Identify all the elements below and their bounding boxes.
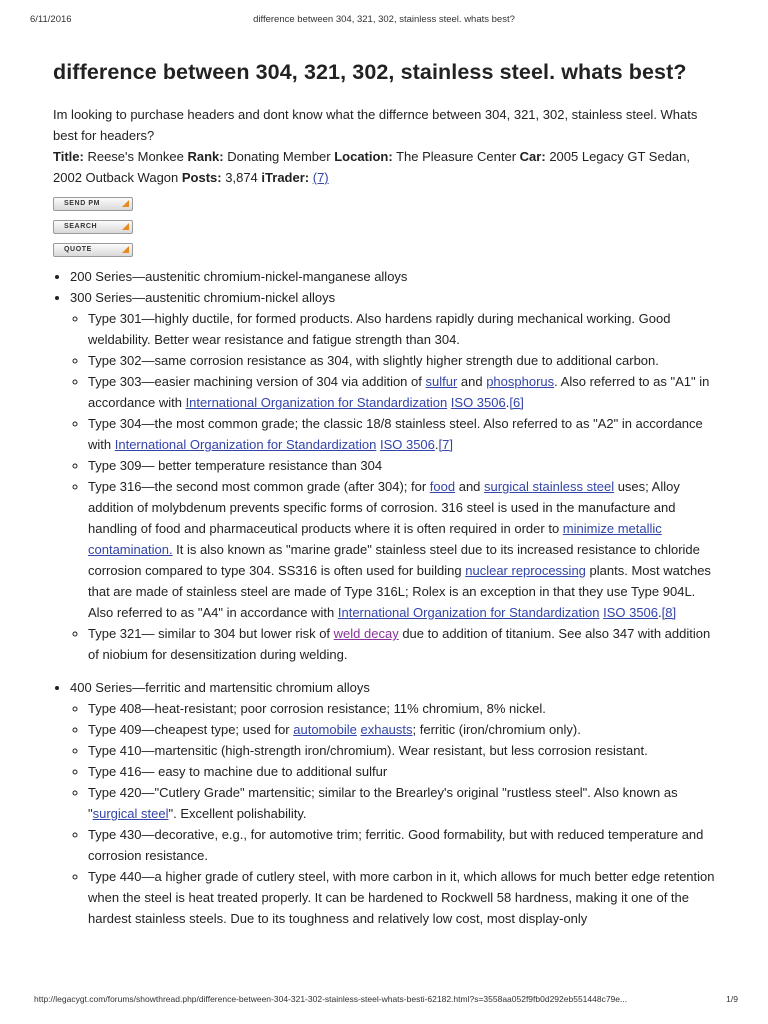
type-302: Type 302—same corrosion resistance as 304, with slightly higher strength due to additional carbon.	[88, 353, 659, 368]
iso-3506-link[interactable]: ISO 3506	[603, 605, 659, 620]
exhausts-link[interactable]: exhausts	[360, 722, 413, 737]
food-link[interactable]: food	[429, 479, 456, 494]
weld-decay-link[interactable]: weld decay	[333, 626, 399, 641]
iso-3506-link[interactable]: ISO 3506	[379, 437, 435, 452]
rank-value: Donating Member	[227, 149, 331, 164]
posts-label: Posts:	[181, 170, 222, 185]
reference-link[interactable]: [8]	[661, 605, 677, 620]
iso-3506-link[interactable]: ISO 3506	[450, 395, 506, 410]
series-200: 200 Series—austenitic chromium-nickel-manganese alloys	[70, 269, 408, 284]
post-buttons	[53, 197, 721, 257]
list-item	[88, 740, 721, 761]
list-item	[88, 698, 721, 719]
list-item: ◦ Type 303—easier machining version of 304 via addition of sulfur and phosphorus. Also referred to as "A1" in accordance with International Organization for Standardization ISO 3506.[6]	[88, 371, 721, 413]
list-item	[88, 455, 721, 476]
quote-label: QUOTE	[64, 246, 92, 253]
sulfur-link[interactable]: sulfur	[425, 374, 458, 389]
list-item	[88, 824, 721, 866]
list-item	[88, 761, 721, 782]
type-416: Type 416— easy to machine due to additional sulfur	[88, 764, 388, 779]
nuclear-reprocessing-link[interactable]: nuclear reprocessing	[465, 563, 586, 578]
car-value: 2005 Legacy GT Sedan, 2002 Outback Wagon	[53, 149, 691, 185]
thread-title: difference between 304, 321, 302, stainless steel. whats best?	[53, 60, 687, 84]
print-date: 6/11/2016	[30, 14, 72, 25]
list-item	[88, 719, 721, 740]
post-question: Im looking to purchase headers and dont know what the differnce between 304, 321, 302, stainless steel. Whats best for headers?	[53, 107, 698, 143]
posts-value: 3,874	[225, 170, 258, 185]
iso-org-link[interactable]: International Organization for Standardization	[185, 395, 448, 410]
type-304-text: Type 304—the most common grade; the classic 18/8 stainless steel. Also referred to as "A2" in accordance with	[88, 416, 703, 452]
car-label: Car:	[519, 149, 546, 164]
location-value: The Pleasure Center	[396, 149, 517, 164]
post-body	[53, 104, 721, 188]
rank-label: Rank:	[187, 149, 224, 164]
list-item	[70, 677, 721, 929]
list-item: ◦ Type 316—the second most common grade (after 304); for food and surgical stainless steel uses; Alloy addition of molybdenum prevents specific forms of corrosion. 316 steel is used in the manufacture and handling of food and pharmaceutical products where it is often required in order to minimize metallic contamination. It is also known as "marine grade" stainless steel due to its increased resistance to chloride corrosion compared to type 304. SS316 is often used for building nuclear reprocessing plants. Most watches that are made of stainless steel are made of Type 316L; Rolex is an exception in that they use Type 904L. Also referred to as "A4" in accordance with International Organization for Standardization ISO 3506.[8]	[88, 476, 721, 623]
series-list	[53, 266, 721, 929]
type-301: Type 301—highly ductile, for formed products. Also hardens rapidly during mechanical working. Good weldability. Better wear resistance and fatigue strength than 304.	[88, 311, 671, 347]
type-410: Type 410—martensitic (high-strength iron/chromium). Wear resistant, but less corrosion resistant.	[88, 743, 648, 758]
corner-arrow-icon	[122, 200, 129, 207]
type-316-text: Type 316—the second most common grade (after 304); for	[88, 479, 430, 494]
type-316-text: It is also known as "marine grade" stainless steel due to its increased resistance to chloride corrosion compared to type 304. SS316 is often used for building	[88, 542, 700, 578]
minimize-contamination-link[interactable]: minimize metallic contamination.	[88, 521, 662, 557]
list-item	[88, 308, 721, 350]
type-303-text: . Also referred to as "A1" in accordance with	[88, 374, 710, 410]
type-316-text: plants. Most watches that are made of stainless steel are made of Type 316L; Rolex is an exception in that they use Type 904L. Also referred to as "A4" in accordance with	[88, 563, 711, 620]
print-header	[30, 14, 738, 28]
series-400-types	[70, 698, 721, 929]
list-item	[70, 287, 721, 665]
type-409-text: ; ferritic (iron/chromium only).	[412, 722, 581, 737]
list-item	[88, 782, 721, 824]
type-309: Type 309— better temperature resistance than 304	[88, 458, 383, 473]
print-page-title: difference between 304, 321, 302, stainless steel. whats best?	[253, 14, 515, 25]
type-316-text: and	[455, 479, 485, 494]
type-440: Type 440—a higher grade of cutlery steel, with more carbon in it, which allows for much better edge retention when the steel is heat treated properly. It can be hardened to Rockwell 58 hardness, making it one of the hardest stainless steels. Due to its toughness and relatively low cost, most display-only	[88, 869, 715, 926]
automobile-link[interactable]: automobile	[293, 722, 357, 737]
send-pm-button[interactable]	[53, 197, 133, 211]
page-number: 1/9	[726, 994, 738, 1004]
series-300-types	[70, 308, 721, 665]
type-321-text: due to addition of titanium. See also 347 with addition of niobium for desensitization during welding.	[88, 626, 711, 662]
series-300: 300 Series—austenitic chromium-nickel alloys	[70, 290, 336, 305]
type-409-text: Type 409—cheapest type; used for	[88, 722, 294, 737]
corner-arrow-icon	[122, 223, 129, 230]
surgical-stainless-steel-link[interactable]: surgical stainless steel	[484, 479, 615, 494]
list-item	[70, 266, 721, 287]
list-item: ◦ Type 304—the most common grade; the classic 18/8 stainless steel. Also referred to as "A2" in accordance with International Organization for Standardization ISO 3506.[7]	[88, 413, 721, 455]
search-label: SEARCH	[64, 223, 98, 230]
thread-content	[53, 58, 721, 929]
reference-link[interactable]: [7]	[438, 437, 453, 452]
reference-link[interactable]: [6]	[509, 395, 524, 410]
list-item	[88, 350, 721, 371]
type-303-text: and	[457, 374, 487, 389]
type-430: Type 430—decorative, e.g., for automotive trim; ferritic. Good formability, but with reduced temperature and corrosion resistance.	[88, 827, 704, 863]
iso-org-link[interactable]: International Organization for Standardization	[114, 437, 377, 452]
iso-org-link[interactable]: International Organization for Standardization	[337, 605, 600, 620]
type-321-text: Type 321— similar to 304 but lower risk of	[88, 626, 334, 641]
phosphorus-link[interactable]: phosphorus	[486, 374, 555, 389]
type-420-text: Type 420—"Cutlery Grade" martensitic; similar to the Brearley's original "rustless steel". Also known as "	[88, 785, 678, 821]
itrader-link[interactable]: (7)	[312, 170, 329, 185]
surgical-steel-link[interactable]: surgical steel	[92, 806, 169, 821]
type-408: Type 408—heat-resistant; poor corrosion resistance; 11% chromium, 8% nickel.	[88, 701, 546, 716]
type-420-text: ". Excellent polishability.	[168, 806, 307, 821]
series-400: 400 Series—ferritic and martensitic chromium alloys	[70, 680, 370, 695]
type-316-text: uses; Alloy addition of molybdenum prevents specific forms of corrosion. 316 steel is used in the manufacture and handling of food and pharmaceutical products where it is often required in order to	[88, 479, 680, 536]
location-label: Location:	[334, 149, 393, 164]
list-item	[88, 866, 721, 929]
print-footer	[34, 994, 738, 1008]
title-label: Title:	[53, 149, 84, 164]
itrader-label: iTrader:	[261, 170, 310, 185]
search-button[interactable]	[53, 220, 133, 234]
list-item	[88, 623, 721, 665]
corner-arrow-icon	[122, 246, 129, 253]
type-303-text: Type 303—easier machining version of 304 via addition of	[88, 374, 426, 389]
quote-button[interactable]	[53, 243, 133, 257]
print-url: http://legacygt.com/forums/showthread.php/difference-between-304-321-302-stainless-steel-whats-besti-62182.html?s=3558aa052f9fb0d292eb551448c79e...	[34, 994, 628, 1004]
title-value: Reese's Monkee	[87, 149, 184, 164]
send-pm-label: SEND PM	[64, 200, 101, 207]
